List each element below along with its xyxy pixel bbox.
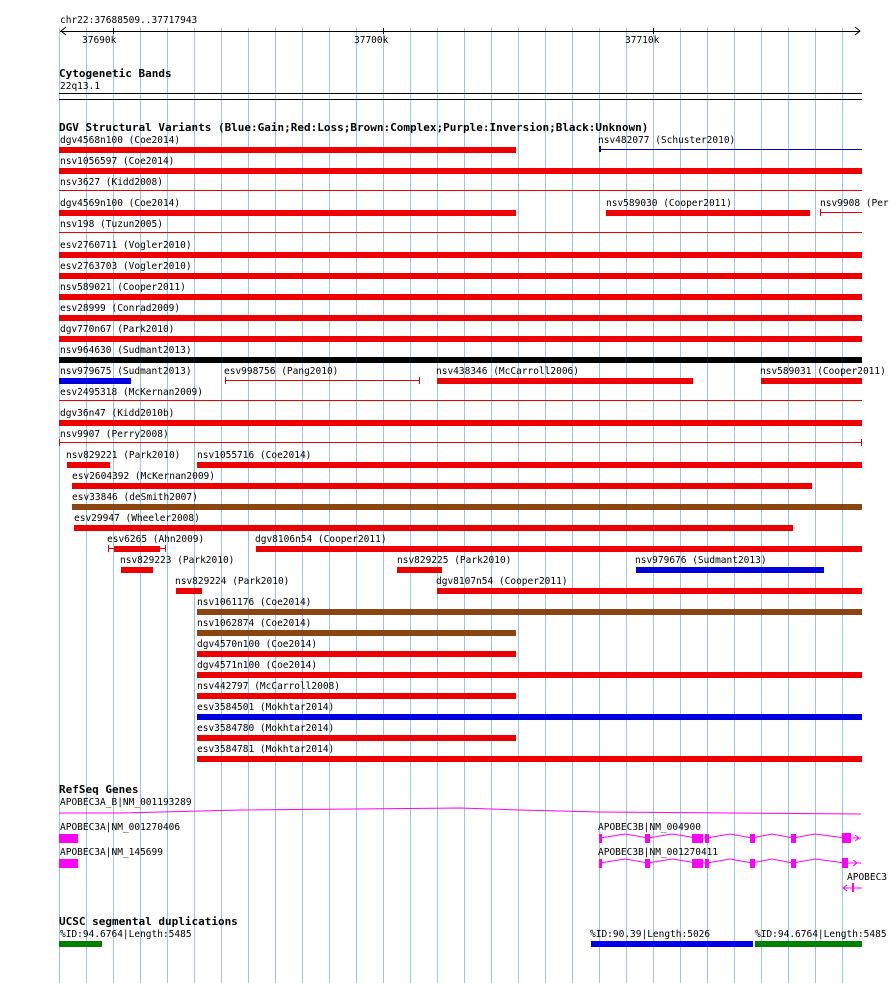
variant-label: esv2760711 (Vogler2010) — [60, 240, 192, 251]
variant-label: nsv9907 (Perry2008) — [60, 429, 169, 440]
segdup-label: %ID:94.6764|Length:5485 — [755, 929, 887, 940]
variant-label: esv3584781 (Mokhtar2014) — [197, 744, 335, 755]
variant-label: nsv1055716 (Coe2014) — [197, 450, 312, 461]
variant-label: esv2604392 (McKernan2009) — [72, 471, 215, 482]
variant-label: nsv198 (Tuzun2005) — [60, 219, 163, 230]
dgv-track-title: DGV Structural Variants (Blue:Gain;Red:Loss;Brown:Complex;Purple:Inversion;Black:Unknown) — [59, 121, 649, 134]
variant-label: nsv442797 (McCarroll2008) — [197, 681, 340, 692]
variant-label: dgv36n47 (Kidd2010b) — [60, 408, 175, 419]
gene-label: APOBEC3A_B|NM_001193289 — [60, 797, 192, 808]
variant-label: esv3584780 (Mokhtar2014) — [197, 723, 335, 734]
gene-label: APOBEC3B|NM_001270411 — [598, 847, 719, 858]
gene-label: APOBEC3A|NM_001270406 — [60, 822, 181, 833]
variant-label: nsv979675 (Sudmant2013) — [60, 366, 192, 377]
variant-label: nsv829224 (Park2010) — [175, 576, 290, 587]
ruler-tick-label: 37700k — [354, 35, 389, 46]
variant-label: esv33846 (deSmith2007) — [72, 492, 198, 503]
cytoband-track-title: Cytogenetic Bands — [59, 67, 172, 80]
variant-label: dgv8107n54 (Cooper2011) — [436, 576, 568, 587]
variant-label: nsv3627 (Kidd2008) — [60, 177, 163, 188]
segdup-bar[interactable] — [59, 941, 102, 947]
ruler-tick-label: 37710k — [625, 35, 660, 46]
variant-label: nsv482077 (Schuster2010) — [598, 135, 736, 146]
variant-label: nsv1061176 (Coe2014) — [197, 597, 312, 608]
variant-label: nsv9908 (Per — [820, 198, 889, 209]
variant-label: nsv829225 (Park2010) — [397, 555, 512, 566]
variant-label: dgv4568n100 (Coe2014) — [60, 135, 181, 146]
gene-label: APOBEC3 — [847, 872, 888, 883]
variant-label: dgv8106n54 (Cooper2011) — [255, 534, 387, 545]
variant-label: esv28999 (Conrad2009) — [60, 303, 181, 314]
segdup-track-title: UCSC segmental duplications — [59, 915, 238, 928]
segdup-label: %ID:94.6764|Length:5485 — [60, 929, 192, 940]
cytoband-label: 22q13.1 — [60, 81, 101, 92]
variant-label: nsv829223 (Park2010) — [120, 555, 235, 566]
variant-label: nsv589031 (Cooper2011) — [760, 366, 886, 377]
segdup-bar[interactable] — [591, 941, 753, 947]
variant-label: nsv964630 (Sudmant2013) — [60, 345, 192, 356]
variant-label: nsv1056597 (Coe2014) — [60, 156, 175, 167]
variant-label: esv3584501 (Mokhtar2014) — [197, 702, 335, 713]
variant-label: nsv979676 (Sudmant2013) — [635, 555, 767, 566]
gene-label: APOBEC3A|NM_145699 — [60, 847, 163, 858]
variant-label: esv998756 (Pang2010) — [224, 366, 339, 377]
variant-label: esv6265 (Ahn2009) — [107, 534, 205, 545]
variant-label: nsv438346 (McCarroll2006) — [436, 366, 579, 377]
refseq-track-title: RefSeq Genes — [59, 783, 139, 796]
variant-label: esv2763703 (Vogler2010) — [60, 261, 192, 272]
ruler-coordinates: chr22:37688509..37717943 — [60, 15, 198, 26]
variant-label: nsv589030 (Cooper2011) — [606, 198, 732, 209]
variant-label: esv2495318 (McKernan2009) — [60, 387, 203, 398]
segdup-label: %ID:90.39|Length:5026 — [590, 929, 711, 940]
variant-label: dgv4569n100 (Coe2014) — [60, 198, 181, 209]
ruler-tick-label: 37690k — [82, 35, 117, 46]
segdup-bar[interactable] — [755, 941, 862, 947]
variant-label: nsv1062874 (Coe2014) — [197, 618, 312, 629]
variant-label: esv29947 (Wheeler2008) — [74, 513, 200, 524]
variant-label: nsv589021 (Cooper2011) — [60, 282, 186, 293]
variant-label: dgv770n67 (Park2010) — [60, 324, 175, 335]
variant-label: dgv4571n100 (Coe2014) — [197, 660, 318, 671]
variant-label: nsv829221 (Park2010) — [66, 450, 181, 461]
variant-label: dgv4570n100 (Coe2014) — [197, 639, 318, 650]
gene-label: APOBEC3B|NM_004900 — [598, 822, 701, 833]
